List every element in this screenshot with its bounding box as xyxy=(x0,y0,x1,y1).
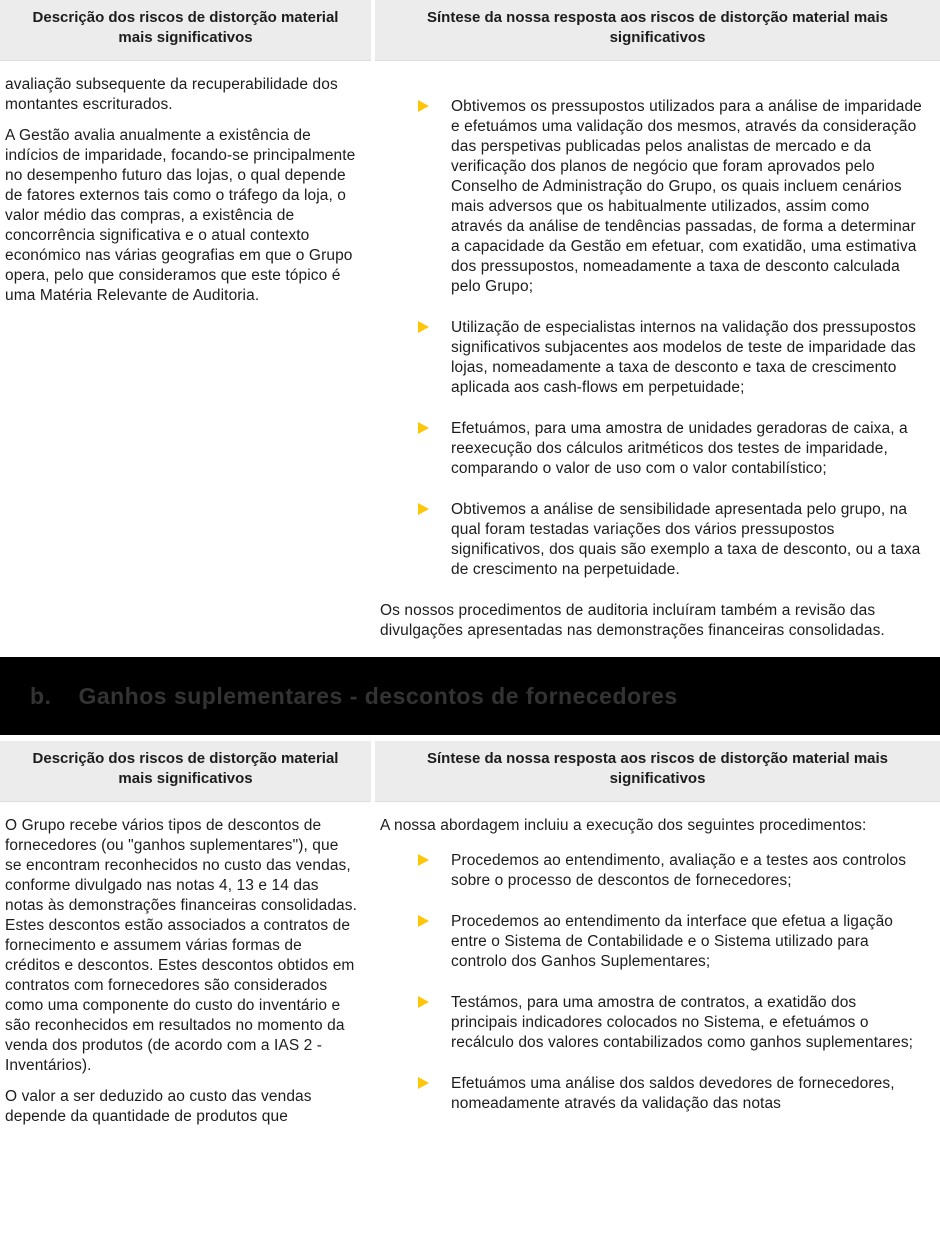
bullet-text: Procedemos ao entendimento da interface que efetua a ligação entre o Sistema de Contabilidade e o Sistema utilizado para controlo dos Ganhos Suplementares; xyxy=(451,913,894,970)
description-paragraph: O valor a ser deduzido ao custo das vendas depende da quantidade de produtos que xyxy=(5,1088,312,1125)
arrow-bullet-icon xyxy=(418,321,429,333)
list-item xyxy=(380,500,936,580)
table-header-row xyxy=(0,741,940,802)
section-banner-title: Ganhos suplementares - descontos de fornecedores xyxy=(78,682,678,709)
audit-response-cell xyxy=(371,802,940,1138)
bullet-text: Utilização de especialistas internos na validação dos pressupostos significativos subjacentes aos modelos de teste de imparidade das lojas, nomeadamente a taxa de desconto e taxa de crescimento aplicada aos cash-flows em perpetuidade; xyxy=(451,319,916,396)
table-body-row xyxy=(0,802,940,1138)
column-header-description: Descrição dos riscos de distorção material mais significativos xyxy=(0,0,371,61)
section-banner xyxy=(0,657,940,735)
risk-description-cell xyxy=(0,802,371,1138)
arrow-bullet-icon xyxy=(418,854,429,866)
audit-response-cell xyxy=(371,61,940,641)
response-intro-paragraph: A nossa abordagem incluiu a execução dos seguintes procedimentos: xyxy=(380,817,867,834)
list-item xyxy=(380,993,936,1053)
section-banner-label: b. xyxy=(30,682,52,709)
table-body-row xyxy=(0,61,940,641)
list-item xyxy=(380,97,936,297)
response-bullet-list xyxy=(380,851,936,1114)
list-item xyxy=(380,912,936,972)
list-item xyxy=(380,419,936,479)
description-paragraph: avaliação subsequente da recuperabilidade dos montantes escriturados. xyxy=(5,76,338,113)
kam-table-2 xyxy=(0,741,940,1138)
arrow-bullet-icon xyxy=(418,422,429,434)
arrow-bullet-icon xyxy=(418,503,429,515)
response-footer-paragraph: Os nossos procedimentos de auditoria incluíram também a revisão das divulgações apresentadas nas demonstrações financeiras consolidadas. xyxy=(380,602,885,639)
list-item xyxy=(380,318,936,398)
description-paragraph: A Gestão avalia anualmente a existência de indícios de imparidade, focando-se principalmente no desempenho futuro das lojas, o qual depende de fatores externos tais como o tráfego da loja, o valor médio das compras, a existência de concorrência significativa e o atual contexto económico nas várias geografias em que o Grupo opera, pelo que consideramos que este tópico é uma Matéria Relevante de Auditoria. xyxy=(5,127,356,304)
column-header-response: Síntese da nossa resposta aos riscos de distorção material mais significativos xyxy=(375,741,940,802)
arrow-bullet-icon xyxy=(418,100,429,112)
column-header-response: Síntese da nossa resposta aos riscos de distorção material mais significativos xyxy=(375,0,940,61)
list-item xyxy=(380,1074,936,1114)
bullet-text: Efetuámos, para uma amostra de unidades geradoras de caixa, a reexecução dos cálculos aritméticos dos testes de imparidade, comparando o valor de uso com o valor contabilístico; xyxy=(451,420,908,477)
bullet-text: Obtivemos a análise de sensibilidade apresentada pelo grupo, na qual foram testadas variações dos vários pressupostos significativos, dos quais são exemplo a taxa de desconto, ou a taxa de crescimento na perpetuidade. xyxy=(451,501,921,578)
arrow-bullet-icon xyxy=(418,996,429,1008)
column-header-description: Descrição dos riscos de distorção material mais significativos xyxy=(0,741,371,802)
risk-description-cell xyxy=(0,61,371,641)
bullet-text: Obtivemos os pressupostos utilizados para a análise de imparidade e efetuámos uma validação dos mesmos, através da consideração das perspetivas publicadas pelos analistas de mercado e da verificação dos planos de negócio que foram aprovados pelo Conselho de Administração do Grupo, os quais incluem cenários mais adversos que os habitualmente utilizados, assim como através da análise de tendências passadas, de forma a determinar a capacidade da Gestão em efetuar, com exatidão, uma estimativa dos pressupostos, nomeadamente a taxa de desconto calculada pelo Grupo; xyxy=(451,98,922,295)
response-bullet-list xyxy=(380,97,936,580)
list-item xyxy=(380,851,936,891)
bullet-text: Procedemos ao entendimento, avaliação e a testes aos controlos sobre o processo de descontos de fornecedores; xyxy=(451,852,907,889)
bullet-text: Testámos, para uma amostra de contratos, a exatidão dos principais indicadores colocados no Sistema, e efetuámos o recálculo dos valores contabilizados como ganhos suplementares; xyxy=(451,994,914,1051)
arrow-bullet-icon xyxy=(418,1077,429,1089)
table-header-row xyxy=(0,0,940,61)
arrow-bullet-icon xyxy=(418,915,429,927)
bullet-text: Efetuámos uma análise dos saldos devedores de fornecedores, nomeadamente através da validação das notas xyxy=(451,1075,895,1112)
description-paragraph: O Grupo recebe vários tipos de descontos de fornecedores (ou "ganhos suplementares"), que se encontram reconhecidos no custo das vendas, conforme divulgado nas notas 4, 13 e 14 das notas às demonstrações financeiras consolidadas. Estes descontos estão associados a contratos de fornecimento e assumem várias formas de créditos e descontos. Estes descontos obtidos em contratos com fornecedores são considerados como uma componente do custo do inventário e são reconhecidos em resultados no momento da venda dos produtos (de acordo com a IAS 2 - Inventários). xyxy=(5,817,358,1074)
